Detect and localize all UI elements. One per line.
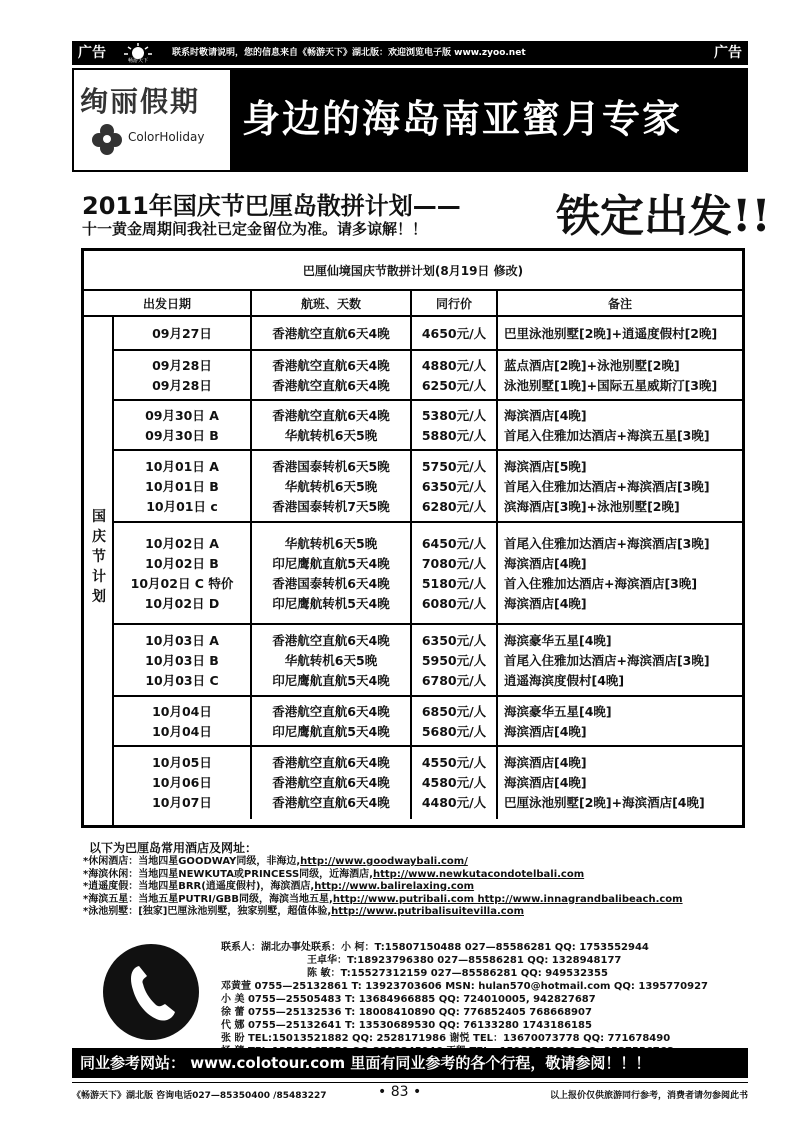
schedule-note: 首入住雅加达酒店+海滨酒店[3晚] <box>504 576 698 591</box>
hotel-list <box>81 840 745 932</box>
flight-cell <box>250 451 410 521</box>
contact-row: 邓黄萱 0755—25132861 T: 13923703606 MSN: hulan570@hotmail.com QQ: 1395770927 <box>221 980 708 992</box>
schedule-price: 6450元/人 <box>421 536 487 551</box>
contact-row: 王卓华：T:18923796380 027—85586281 QQ: 1328948177 <box>307 954 622 966</box>
schedule-note: 首尾入住雅加达酒店+海滨酒店[3晚] <box>504 536 710 551</box>
schedule-group <box>114 401 742 451</box>
schedule-price: 4650元/人 <box>421 326 487 341</box>
note-cell <box>496 625 742 695</box>
page-number: • 83 • <box>378 1084 422 1100</box>
schedule-date: 10月02日 C 特价 <box>130 576 234 591</box>
schedule-price: 4550元/人 <box>421 755 487 770</box>
schedule-flight: 印尼鹰航直航5天4晚 <box>272 724 390 739</box>
schedule-price: 5180元/人 <box>421 576 487 591</box>
schedule-price: 6850元/人 <box>421 704 487 719</box>
schedule-group <box>114 317 742 351</box>
schedule-flight: 华航转机6天5晚 <box>284 653 378 668</box>
schedule-note: 海滨酒店[5晚] <box>504 459 587 474</box>
sun-logo-icon <box>116 43 160 63</box>
price-cell <box>410 317 496 349</box>
date-cell <box>114 523 250 623</box>
flight-cell <box>250 625 410 695</box>
schedule-flight: 香港航空直航6天4晚 <box>272 775 390 790</box>
schedule-flight: 香港航空直航6天4晚 <box>272 795 390 810</box>
schedule-note: 海滨豪华五星[4晚] <box>504 633 612 648</box>
schedule-note: 海滨酒店[4晚] <box>504 775 587 790</box>
hotel-row <box>81 856 745 869</box>
flower-icon <box>90 122 124 156</box>
schedule-note: 首尾入住雅加达酒店+海滨酒店[3晚] <box>504 479 710 494</box>
headline-title: 2011年国庆节巴厘岛散拼计划—— <box>82 192 461 220</box>
date-cell <box>114 401 250 449</box>
headline-subtitle: 十一黄金周期间我社已定金留位为准。请多谅解！！ <box>82 220 428 238</box>
schedule-date: 10月05日 <box>152 755 212 770</box>
note-cell <box>496 317 742 349</box>
schedule-date: 09月30日 A <box>145 408 219 423</box>
schedule-price: 5680元/人 <box>421 724 487 739</box>
price-cell <box>410 401 496 449</box>
contact-head: 联系人：湖北办事处联系：小 柯：T:15807150488 027—85586281 QQ: 1753552944 <box>221 942 649 953</box>
date-cell <box>114 697 250 745</box>
footer-publisher: 《畅游天下》湖北版 咨询电话027—85350400 /85483227 <box>72 1091 327 1101</box>
footer-disclaimer: 以上报价仅供旅游同行参考，消费者请勿参阅此书 <box>549 1091 748 1101</box>
schedule-price: 5880元/人 <box>421 428 487 443</box>
hotel-desc: *海滨休闲：当地四星NEWKUTA或PRINCESS同级，近海酒店, <box>83 868 373 880</box>
price-cell <box>410 625 496 695</box>
schedule-date: 10月01日 A <box>145 459 219 474</box>
schedule-group <box>114 523 742 625</box>
flight-cell <box>250 351 410 399</box>
schedule-price: 5950元/人 <box>421 653 487 668</box>
schedule-table <box>81 248 745 828</box>
hotel-desc: *逍遥度假：当地四星BRR(逍遥度假村)，海滨酒店, <box>83 881 315 892</box>
schedule-flight: 华航转机6天5晚 <box>284 536 378 551</box>
hotel-link[interactable]: http://www.putribalisuitevilla.com <box>331 906 524 917</box>
schedule-date: 10月07日 <box>152 795 212 810</box>
flight-cell <box>250 697 410 745</box>
date-cell <box>114 317 250 349</box>
schedule-date: 10月03日 B <box>145 653 219 668</box>
hotel-link[interactable]: http://www.balirelaxing.com <box>314 881 475 892</box>
schedule-price: 6780元/人 <box>421 673 487 688</box>
note-cell <box>496 523 742 623</box>
reference-website-bar: 同业参考网站： www.colotour.com 里面有同业参考的各个行程，敬请参阅！！！ <box>72 1048 748 1078</box>
schedule-price: 6080元/人 <box>421 596 487 611</box>
price-cell <box>410 451 496 521</box>
contact-row: 徐 蕾 0755—25132536 T: 18008410890 QQ: 776852405 768668907 <box>221 1006 592 1018</box>
schedule-price: 4880元/人 <box>421 358 487 373</box>
schedule-flight: 香港航空直航6天4晚 <box>272 633 390 648</box>
price-cell <box>410 697 496 745</box>
hotel-link[interactable]: http://www.goodwaybali.com/ <box>300 856 468 867</box>
ad-label-left: 广告 <box>78 45 106 61</box>
schedule-note: 泳池别墅[1晚]+国际五星威斯汀[3晚] <box>504 378 718 393</box>
schedule-flight: 华航转机6天5晚 <box>284 428 378 443</box>
phone-badge <box>103 944 199 1040</box>
contact-row: 小 美 0755—25505483 T: 13684966885 QQ: 724010005, 942827687 <box>221 993 596 1005</box>
note-cell <box>496 747 742 819</box>
note-cell <box>496 451 742 521</box>
note-cell <box>496 401 742 449</box>
banner-slogan: 身边的海岛南亚蜜月专家 <box>242 97 683 141</box>
schedule-flight: 印尼鹰航直航5天4晚 <box>272 556 390 571</box>
schedule-note: 蓝点酒店[2晚]+泳池别墅[2晚] <box>504 358 680 373</box>
schedule-date: 09月30日 B <box>145 428 219 443</box>
bottom-rule <box>72 1082 748 1083</box>
hotel-desc: *海滨五星：当地五星PUTRI/GBB同级，海滨当地五星, <box>83 893 333 905</box>
schedule-note: 首尾入住雅加达酒店+海滨五星[3晚] <box>504 428 710 443</box>
price-cell <box>410 351 496 399</box>
schedule-note: 首尾入住雅加达酒店+海滨酒店[3晚] <box>504 653 710 668</box>
schedule-group <box>114 625 742 697</box>
flight-cell <box>250 401 410 449</box>
flight-cell <box>250 747 410 819</box>
hotel-desc: *泳池别墅：[独家]巴厘泳池别墅，独家别墅，超值体验, <box>83 906 332 917</box>
schedule-flight: 香港航空直航6天4晚 <box>272 755 390 770</box>
schedule-flight: 香港航空直航6天4晚 <box>272 326 390 341</box>
schedule-date: 09月28日 <box>152 378 212 393</box>
date-cell <box>114 451 250 521</box>
schedule-flight: 香港国泰转机6天4晚 <box>272 576 390 591</box>
contact-section <box>81 936 745 1046</box>
ad-label-right: 广告 <box>714 45 742 61</box>
schedule-group <box>114 351 742 401</box>
schedule-group <box>114 697 742 747</box>
hotel-row <box>81 906 745 919</box>
schedule-flight: 香港国泰转机7天5晚 <box>272 499 390 514</box>
hotel-desc: *休闲酒店：当地四星GOODWAY同级，非海边, <box>83 856 301 867</box>
schedule-date: 10月03日 C <box>145 673 219 688</box>
schedule-note: 巴厘泳池别墅[2晚]+海滨酒店[4晚] <box>504 795 705 810</box>
flight-cell <box>250 523 410 623</box>
schedule-group <box>114 747 742 819</box>
side-label <box>84 317 114 825</box>
contact-row: 代 娜 0755—25132641 T: 13530689530 QQ: 76133280 1743186185 <box>221 1019 592 1031</box>
contact-row: 张 盼 TEL:15013521882 QQ: 2528171986 谢悦 TEL：13670073778 QQ: 771678490 <box>221 1033 671 1044</box>
schedule-date: 10月01日 B <box>145 479 219 494</box>
flight-cell <box>250 317 410 349</box>
top-note: 联系时敬请说明，您的信息来自《畅游天下》湖北版：欢迎浏览电子版 www.zyoo.net <box>172 48 526 58</box>
schedule-note: 巴里泳池别墅[2晚]+逍遥度假村[2晚] <box>504 326 718 341</box>
schedule-title: 巴厘仙境国庆节散拼计划(8月19日 修改) <box>84 251 742 291</box>
date-cell <box>114 747 250 819</box>
note-cell <box>496 351 742 399</box>
schedule-price: 5750元/人 <box>421 459 487 474</box>
top-ad-bar <box>72 41 748 65</box>
schedule-note: 海滨酒店[4晚] <box>504 724 587 739</box>
date-cell <box>114 351 250 399</box>
schedule-date: 10月01日 c <box>146 499 218 514</box>
schedule-flight: 香港航空直航6天4晚 <box>272 408 390 423</box>
schedule-price: 6250元/人 <box>421 378 487 393</box>
schedule-date: 10月06日 <box>152 775 212 790</box>
schedule-price: 4480元/人 <box>421 795 487 810</box>
hotel-row <box>81 894 745 907</box>
logo-chinese: 绚丽假期 <box>80 85 201 118</box>
brand-logo <box>74 70 230 170</box>
hotel-link[interactable]: http://www.putribali.com http://www.innagrandbalibeach.com <box>332 893 683 905</box>
schedule-flight: 印尼鹰航转机5天4晚 <box>272 596 390 611</box>
note-cell <box>496 697 742 745</box>
price-cell <box>410 747 496 819</box>
schedule-flight: 香港航空直航6天4晚 <box>272 378 390 393</box>
schedule-price: 6350元/人 <box>421 479 487 494</box>
header-date: 出发日期 <box>84 291 250 317</box>
schedule-note: 海滨酒店[4晚] <box>504 408 587 423</box>
schedule-date: 10月04日 <box>152 704 212 719</box>
schedule-price: 6350元/人 <box>421 633 487 648</box>
schedule-date: 10月02日 A <box>145 536 219 551</box>
phone-icon <box>103 944 199 1040</box>
schedule-date: 10月04日 <box>152 724 212 739</box>
contact-row: 陈 敏：T:15527312159 027—85586281 QQ: 949532355 <box>307 967 608 979</box>
banner <box>72 68 748 172</box>
schedule-group <box>114 451 742 523</box>
schedule-date: 10月02日 B <box>145 556 219 571</box>
schedule-price: 4580元/人 <box>421 775 487 790</box>
schedule-flight: 香港航空直航6天4晚 <box>272 704 390 719</box>
mini-logo-text: 畅游天下 <box>127 58 149 63</box>
hotel-row <box>81 881 745 894</box>
price-cell <box>410 523 496 623</box>
hotel-link[interactable]: http://www.newkutacondotelbali.com <box>372 868 585 880</box>
header-flight: 航班、天数 <box>250 291 410 317</box>
schedule-date: 10月03日 A <box>145 633 219 648</box>
schedule-price: 7080元/人 <box>421 556 487 571</box>
schedule-note: 海滨酒店[4晚] <box>504 556 587 571</box>
schedule-price: 5380元/人 <box>421 408 487 423</box>
schedule-flight: 印尼鹰航直航5天4晚 <box>272 673 390 688</box>
schedule-note: 滨海酒店[3晚]+泳池别墅[2晚] <box>504 499 680 514</box>
header-price: 同行价 <box>410 291 496 317</box>
schedule-note: 海滨豪华五星[4晚] <box>504 704 612 719</box>
hotel-list-title: 以下为巴厘岛常用酒店及网址： <box>89 841 258 855</box>
schedule-note: 逍遥海滨度假村[4晚] <box>504 673 625 688</box>
page-footer <box>72 1084 748 1104</box>
schedule-note: 海滨酒店[4晚] <box>504 596 587 611</box>
schedule-date: 10月02日 D <box>144 596 220 611</box>
headline-emphasis: 铁定出发!! <box>556 191 771 242</box>
schedule-date: 09月28日 <box>152 358 212 373</box>
header-note: 备注 <box>496 291 742 317</box>
schedule-flight: 香港国泰转机6天5晚 <box>272 459 390 474</box>
schedule-note: 海滨酒店[4晚] <box>504 755 587 770</box>
side-label-text: 国庆节计划 <box>92 509 106 605</box>
schedule-flight: 香港航空直航6天4晚 <box>272 358 390 373</box>
schedule-flight: 华航转机6天5晚 <box>284 479 378 494</box>
schedule-date: 09月27日 <box>152 326 212 341</box>
hotel-row <box>81 869 745 882</box>
schedule-price: 6280元/人 <box>421 499 487 514</box>
date-cell <box>114 625 250 695</box>
logo-english: ColorHoliday <box>128 130 205 144</box>
